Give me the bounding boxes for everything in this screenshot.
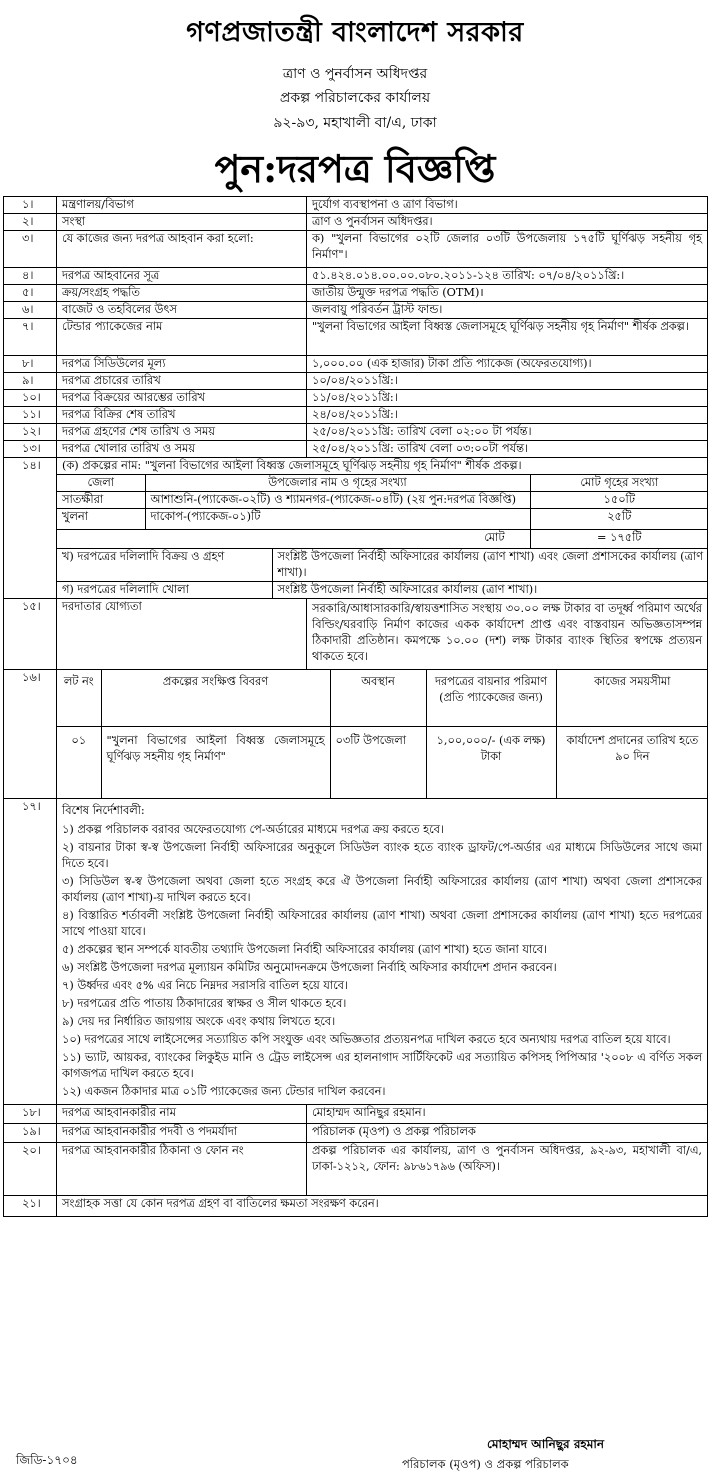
row-value: প্রকল্প পরিচালক এর কার্যালয়, ত্রাণ ও পুনর্বাসন অধিদপ্তর, ৯২-৯৩, মহাখালী বা/এ, ঢাকা-১২১২, ফোন: ৯৮৬১৭৯৬ (অফিস)। xyxy=(307,1143,708,1196)
row-number: ৮। xyxy=(4,356,57,373)
row-17 xyxy=(4,799,708,1105)
lot-period: কার্যাদেশ প্রদানের তারিখ হতে ৯০ দিন xyxy=(556,726,708,798)
info-row xyxy=(4,1124,708,1143)
row-number: ১০। xyxy=(4,390,57,407)
info-row xyxy=(4,302,708,319)
row-number: ১৭। xyxy=(4,799,57,1105)
row-value: ৫১.৪২৪.০১৪.০০.০০.০৮০.২০১১-১২৪ তারিখ: ০৭/০৪/২০১১খ্রি:। xyxy=(307,268,708,285)
row-number: ৯। xyxy=(4,373,57,390)
instruction-item: ৪) বিস্তারিত শর্তাবলী সংশ্লিষ্ট উপজেলা নির্বাহী অফিসারের কার্যালয় (ত্রাণ শাখা) অথবা জেলা প্রশাসকের কার্যালয় (ত্রাণ শাখা) হতে দরপত্রের সাথে পাওয়া যাবে। xyxy=(62,909,702,938)
row-value: জাতীয় উন্মুক্ত দরপত্র পদ্ধতি (OTM)। xyxy=(307,285,708,302)
row-number: ১। xyxy=(4,197,57,214)
row-value: ১০/০৪/২০১১খ্রি:। xyxy=(307,373,708,390)
row-number: ২০। xyxy=(4,1143,57,1196)
ga-value: সংশ্লিষ্ট উপজেলা নির্বাহী অফিসারের কার্যালয় (ত্রাণ শাখা)। xyxy=(272,582,708,599)
instruction-item: ১০) দরপত্রের সাথে লাইসেন্সের সত্যায়িত কপি সংযুক্ত এবং অভিজ্ঞতার প্রত্যয়নপত্র দাখিল করতে হবে অন্যথায় দরপত্র বাতিল হয়ে যাবে। xyxy=(62,1033,671,1046)
col-period: কাজের সময়সীমা xyxy=(556,670,708,726)
row-14 xyxy=(4,458,708,599)
info-row xyxy=(4,390,708,407)
row-value: ক) "খুলনা বিভাগের ০২টি জেলার ০৩টি উপজেলায় ১৭৫টি ঘূর্ণিঝড় সহনীয় গৃহ নির্মাণ"। xyxy=(307,231,708,268)
office-name: প্রকল্প পরিচালকের কার্যালয় xyxy=(279,90,431,106)
district-name: সাতক্ষীরা xyxy=(57,492,145,509)
instruction-item: ৮) দরপত্রের প্রতি পাতায় ঠিকাদারের স্বাক্ষর ও সীল থাকতে হবে। xyxy=(62,997,347,1010)
total-value: = ১৭৫টি xyxy=(530,530,708,549)
col-location: অবস্থান xyxy=(330,670,426,726)
gd-code: জিডি-১৭০৪ xyxy=(16,1453,78,1467)
district-row xyxy=(57,492,708,509)
instruction-item: ৬) সংশ্লিষ্ট উপজেলা দরপত্র মূল্যায়ন কমিটির অনুমোদনক্রমে উপজেলা নির্বাহি অফিসার কার্যাদেশ প্রদান করবেন। xyxy=(62,961,557,974)
info-row xyxy=(4,197,708,214)
upazila-details: আশাশুনি-(প্যাকেজ-০২টি) ও শ্যামনগর-(প্যাকেজ-০৪টি) (২য় পুন:দরপত্র বিজ্ঞপ্তি) xyxy=(145,492,530,509)
row-number: ১২। xyxy=(4,424,57,441)
row-value: ২৫/০৪/২০১১খ্রি: তারিখ বেলা ০২:০০ টা পর্যন্ত। xyxy=(307,424,708,441)
kha-label: খ) দরপত্রের দলিলাদি বিক্রয় ও গ্রহণ xyxy=(57,549,272,582)
lot-row xyxy=(57,726,708,798)
info-row xyxy=(4,1143,708,1196)
row-value: সংগ্রাহক সত্তা যে কোন দরপত্র গ্রহণ বা বাতিলের ক্ষমতা সংরক্ষণ করেন। xyxy=(57,1196,708,1217)
instruction-item: ১) প্রকল্প পরিচালক বরাবর অফেরতযোগ্য পে-অর্ডারের মাধ্যমে দরপত্র ক্রয় করতে হবে। xyxy=(62,823,444,836)
house-count: ১৫০টি xyxy=(530,492,708,509)
row-label: দরপত্র খোলার তারিখ ও সময় xyxy=(57,441,307,458)
col-district: জেলা xyxy=(57,475,145,492)
info-row xyxy=(4,1105,708,1124)
row-value: ২৪/০৪/২০১১খ্রি:। xyxy=(307,407,708,424)
instructions-list xyxy=(57,799,708,1105)
row-value: ত্রাণ ও পুনর্বাসন অধিদপ্তর। xyxy=(307,214,708,231)
row-number: ১৯। xyxy=(4,1124,57,1143)
info-row xyxy=(4,373,708,390)
instruction-item: ২) বায়নার টাকা স্ব-স্ব উপজেলা নির্বাহী অফিসারের অনুকূলে সিডিউল ব্যাংক হতে ব্যাংক ড্রাফট/পে-অর্ডার এর মাধ্যমে সিডিউলের সাথে জমা দিতে হবে। xyxy=(62,841,702,870)
instruction-item: ৫) প্রকল্পের স্থান সম্পর্কে যাবতীয় তথ্যাদি উপজেলা নির্বাহী অফিসারের কার্যালয় (ত্রাণ শাখা) হতে জানা যাবে। xyxy=(62,943,548,956)
row-label: দরদাতার যোগ্যতা xyxy=(57,599,307,670)
row-number: ১৫। xyxy=(4,599,57,670)
row-label: ক্রয়/সংগ্রহ পদ্ধতি xyxy=(57,285,307,302)
row-label: বাজেট ও তহবিলের উৎস xyxy=(57,302,307,319)
notice-table xyxy=(3,196,708,1217)
row-value: দুর্যোগ ব্যবস্থাপনা ও ত্রাণ বিভাগ। xyxy=(307,197,708,214)
info-row xyxy=(4,268,708,285)
lot-location: ০৩টি উপজেলা xyxy=(330,726,426,798)
row-value: মোহাম্মদ আনিছুর রহমান। xyxy=(307,1105,708,1124)
row-label: দরপত্র সিডিউলের মূল্য xyxy=(57,356,307,373)
row-number: ১৮। xyxy=(4,1105,57,1124)
department-name: ত্রাণ ও পুনর্বাসন অধিদপ্তর xyxy=(282,66,428,82)
kha-value: সংশ্লিষ্ট উপজেলা নির্বাহী অফিসারের কার্যালয় (ত্রাণ শাখা) এবং জেলা প্রশাসকের কার্যালয় (ত্রাণ শাখা)। xyxy=(272,549,708,582)
row-label: টেন্ডার প্যাকেজের নাম xyxy=(57,319,307,356)
ga-label: গ) দরপত্রের দলিলাদি খোলা xyxy=(57,582,272,599)
row-label: যে কাজের জন্য দরপত্র আহবান করা হলো: xyxy=(57,231,307,268)
row-label: সংস্থা xyxy=(57,214,307,231)
row-label: মন্ত্রণালয়/বিভাগ xyxy=(57,197,307,214)
qualification-text: সরকারি/আধাসারকারি/স্বায়ত্তশাসিত সংস্থায় ৩০.০০ লক্ষ টাকার বা তদূর্ধ্ব পরিমাণ অর্থের বিল্ডিং/ঘরবাড়ি নির্মাণ কাজের একক কার্যাদেশ প্রাপ্ত এবং বাস্তবায়ন অভিজ্ঞতাসম্পন্ন ঠিকাদারী প্রতিষ্ঠান। কমপক্ষে ১০.০০ (দশ) লক্ষ টাকার ব্যাংক স্থিতির স্বপক্ষে প্রত্যয়ন থাকতে হবে। xyxy=(307,599,708,670)
info-row xyxy=(4,424,708,441)
project-heading: (ক) প্রকল্পের নাম: "খুলনা বিভাগের আইলা বিধ্বস্ত জেলাসমূহে ঘূর্ণিঝড় সহনীয় গৃহ নির্মাণ" শীর্ষক প্রকল্প। xyxy=(57,458,707,475)
upazila-details: দাকোপ-(প্যাকেজ-০১)টি xyxy=(145,509,530,530)
col-amount: দরপত্রের বায়নার পরিমাণ (প্রতি প্যাকেজের জন্য) xyxy=(426,670,556,726)
info-row xyxy=(4,214,708,231)
info-row xyxy=(4,441,708,458)
row-21 xyxy=(4,1196,708,1217)
row-label: দরপত্র বিক্রির শেষ তারিখ xyxy=(57,407,307,424)
instruction-item: ৯) দেয় দর নির্ধারিত জায়গায় অংকে এবং কথায় লিখতে হবে। xyxy=(62,1015,336,1028)
row-label: দরপত্র বিক্রয়ের আরম্ভের তারিখ xyxy=(57,390,307,407)
lot-description: "খুলনা বিভাগের আইলা বিধ্বস্ত জেলাসমূহে ঘূর্ণিঝড় সহনীয় গৃহ নির্মাণ" xyxy=(101,726,330,798)
row-label: দরপত্র আহবানকারীর পদবী ও পদমর্যাদা xyxy=(57,1124,307,1143)
row-number: ৬। xyxy=(4,302,57,319)
row-number: ৭। xyxy=(4,319,57,356)
total-label: মোট xyxy=(57,530,530,549)
info-row xyxy=(4,407,708,424)
house-count: ২৫টি xyxy=(530,509,708,530)
instructions-heading: বিশেষ নির্দেশাবলী: xyxy=(62,804,145,817)
row-label: দরপত্র আহবানকারীর নাম xyxy=(57,1105,307,1124)
info-row xyxy=(4,356,708,373)
col-description: প্রকল্পের সংক্ষিপ্ত বিবরণ xyxy=(101,670,330,726)
row-number: ৫। xyxy=(4,285,57,302)
lot-amount: ১,০০,০০০/- (এক লক্ষ) টাকা xyxy=(426,726,556,798)
row-value: ২৫/০৪/২০১১খ্রি: তারিখ বেলা ০৩:০০টা পর্যন্ত। xyxy=(307,441,708,458)
instruction-item: ১১) ভ্যাট, আয়কর, ব্যাংকের লিকুইড মানি ও ট্রেড লাইসেন্স এর হালনাগাদ সার্টিফিকেট এর সত্যায়িত কপিসহ পিপিআর '২০০৮ এ বর্ণিত সকল কাগজপত্র দাখিল করতে হবে। xyxy=(62,1051,702,1080)
instruction-item: ৭) উর্ধ্বদর এবং ৫% এর নিচে নিম্নদর সরাসরি বাতিল হয়ে যাবে। xyxy=(62,979,348,992)
info-row xyxy=(4,285,708,302)
row-number: ১৬। xyxy=(4,670,57,799)
row-number: ১৪। xyxy=(4,458,57,599)
office-address: ৯২-৯৩, মহাখালী বা/এ, ঢাকা xyxy=(273,115,437,131)
signer-name: মোহাম্মদ আনিছুর রহমান xyxy=(487,1437,605,1451)
district-row xyxy=(57,509,708,530)
row-value: পরিচালক (মৃওপ) ও প্রকল্প পরিচালক xyxy=(307,1124,708,1143)
row-number: ১১। xyxy=(4,407,57,424)
notice-title: পুন:দরপত্র বিজ্ঞপ্তি xyxy=(214,146,496,191)
row-number: ২১। xyxy=(4,1196,57,1217)
row-value: "খুলনা বিভাগের আইলা বিধ্বস্ত জেলাসমূহে ঘূর্ণিঝড় সহনীয় গৃহ নির্মাণ" শীর্ষক প্রকল্প। xyxy=(307,319,708,356)
total-row xyxy=(57,530,708,549)
row-number: ১৩। xyxy=(4,441,57,458)
col-upazila: উপজেলার নাম ও গৃহের সংখ্যা xyxy=(145,475,530,492)
government-title: গণপ্রজাতন্ত্রী বাংলাদেশ সরকার xyxy=(186,17,524,48)
lot-number: ০১ xyxy=(57,726,101,798)
row-label: দরপত্র আহবানের সূত্র xyxy=(57,268,307,285)
info-row xyxy=(4,231,708,268)
instruction-item: ১২) একজন ঠিকাদার মাত্র ০১টি প্যাকেজের জন্য টেন্ডার দাখিল করবেন। xyxy=(62,1085,386,1098)
row-label: দরপত্র গ্রহণের শেষ তারিখ ও সময় xyxy=(57,424,307,441)
row-value: ১১/০৪/২০১১খ্রি:। xyxy=(307,390,708,407)
instruction-item: ৩) সিডিউল স্ব-স্ব উপজেলা অথবা জেলা হতে সংগ্রহ করে ঐ উপজেলা নির্বাহী অফিসারের কার্যালয় (ত্রাণ শাখা) অথবা জেলা প্রশাসকের কার্যালয় (ত্রাণ শাখা)-য় দাখিল করতে হবে। xyxy=(62,875,702,904)
row-label: দরপত্র প্রচারের তারিখ xyxy=(57,373,307,390)
row-15 xyxy=(4,599,708,670)
lot-table xyxy=(57,670,708,798)
row-number: ৩। xyxy=(4,231,57,268)
district-table xyxy=(57,475,708,549)
signer-designation: পরিচালক (মৃওপ) ও প্রকল্প পরিচালক xyxy=(402,1457,569,1471)
col-lot: লট নং xyxy=(57,670,101,726)
row-value: জলবায়ু পরিবর্তন ট্রাস্ট ফান্ড। xyxy=(307,302,708,319)
info-row xyxy=(4,319,708,356)
document-table xyxy=(57,549,708,598)
row-number: ২। xyxy=(4,214,57,231)
row-16 xyxy=(4,670,708,799)
row-value: ১,০০০.০০ (এক হাজার) টাকা প্রতি প্যাকেজ (অফেরতযোগ্য)। xyxy=(307,356,708,373)
col-total: মোট গৃহের সংখ্যা xyxy=(530,475,708,492)
row-label: দরপত্র আহবানকারীর ঠিকানা ও ফোন নং xyxy=(57,1143,307,1196)
row-number: ৪। xyxy=(4,268,57,285)
district-name: খুলনা xyxy=(57,509,145,530)
